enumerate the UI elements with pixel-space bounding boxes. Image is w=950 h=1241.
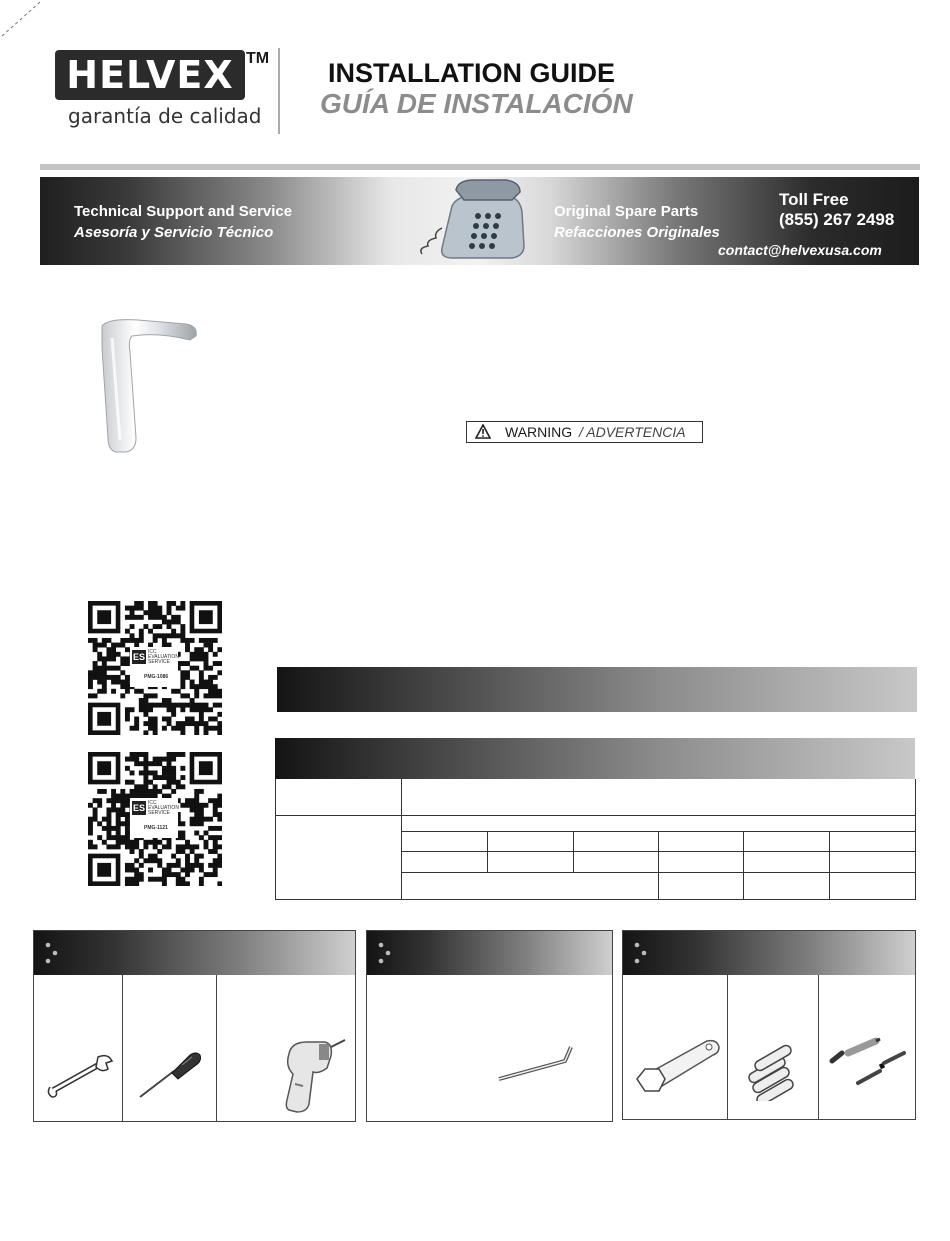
es-mark-icon: ES [132,652,145,662]
icc-es-badge [130,798,178,838]
spare-parts-label: Original Spare Parts [554,203,699,220]
screwdriver-icon [134,1049,204,1108]
helvex-logo: HELVEX [55,50,245,100]
panel-header [34,931,355,975]
adjustable-wrench-icon [46,1051,116,1106]
faucet-spout-icon [98,318,202,459]
header-rule [40,164,920,170]
badge-text: ICC EVALUATION SERVICE [148,800,179,816]
page-title-spanish: GUÍA DE INSTALACIÓN [320,88,633,119]
tools-panel-required [33,930,356,1122]
panel-header [367,931,612,975]
badge-text: ICC EVALUATION SERVICE [148,649,179,665]
warning-box [466,421,703,443]
top-corner-dash [0,0,44,45]
tools-panel-included [366,930,613,1122]
toll-free-label: Toll Free [779,190,849,209]
socket-wrench-icon [633,1029,723,1106]
support-phone-number[interactable]: (855) 267 2498 [779,210,895,229]
power-drill-icon [279,1034,349,1119]
spare-parts-label-spanish: Refacciones Originales [554,224,720,241]
support-label-spanish: Asesoría y Servicio Técnico [74,224,274,241]
warning-label-spanish: / ADVERTENCIA [579,424,686,440]
qr-code[interactable] [88,752,222,886]
warning-label: WARNING [505,424,573,440]
warning-triangle-icon [475,424,491,444]
support-label: Technical Support and Service [74,203,293,220]
badge-code: PMG-1121 [144,825,168,831]
section-header-bar [277,667,917,712]
wall-anchor-screws-icon [828,1033,908,1094]
qr-code[interactable] [88,601,222,735]
logo-tagline: garantía de calidad [68,104,262,128]
header-divider [278,48,280,134]
page-title: INSTALLATION GUIDE [328,58,615,88]
allen-key-icon [495,1039,579,1092]
table-header-bar [275,738,915,779]
support-email[interactable]: contact@helvexusa.com [718,242,882,258]
desk-telephone-icon [412,178,532,269]
es-mark-icon: ES [132,803,145,813]
trademark-mark: TM [246,50,270,67]
parts-panel-included [622,930,916,1120]
specification-table [275,779,916,900]
batteries-icon [743,1035,799,1106]
icc-es-badge [130,647,178,687]
badge-code: PMG-1086 [144,674,169,680]
panel-header [623,931,915,975]
